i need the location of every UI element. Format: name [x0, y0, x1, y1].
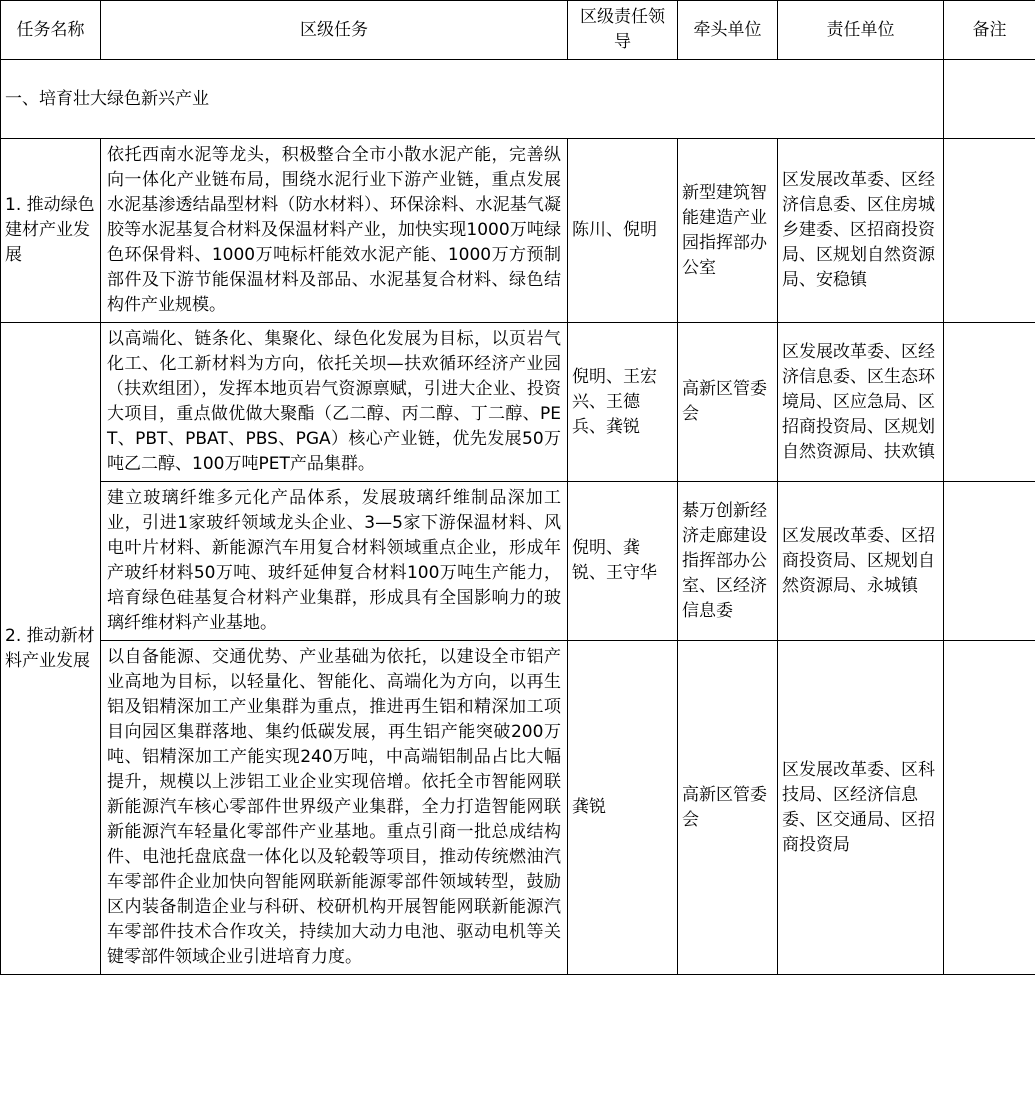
table-row — [1, 482, 1035, 641]
lead-unit-cell: 綦万创新经济走廊建设指挥部办公室、区经济信息委 — [678, 482, 778, 641]
header-responsible-unit: 责任单位 — [778, 1, 944, 60]
remarks-cell — [944, 641, 1035, 975]
lead-unit-cell: 高新区管委会 — [678, 323, 778, 482]
responsible-unit-cell: 区发展改革委、区科技局、区经济信息委、区交通局、区招商投资局 — [778, 641, 944, 975]
section-title: 一、培育壮大绿色新兴产业 — [1, 60, 944, 139]
task-name-cell: 2. 推动新材料产业发展 — [1, 323, 101, 975]
lead-unit-cell: 高新区管委会 — [678, 641, 778, 975]
responsible-unit-cell: 区发展改革委、区经济信息委、区住房城乡建委、区招商投资局、区规划自然资源局、安稳镇 — [778, 139, 944, 323]
task-cell: 建立玻璃纤维多元化产品体系，发展玻璃纤维制品深加工业，引进1家玻纤领域龙头企业、3—5家下游保温材料、风电叶片材料、新能源汽车用复合材料领域重点企业，形成年产玻纤材料50万吨、玻纤延伸复合材料100万吨生产能力，培育绿色硅基复合材料产业集群，形成具有全国影响力的玻璃纤维材料产业基地。 — [101, 482, 568, 641]
table-row — [1, 323, 1035, 482]
task-name-cell: 1. 推动绿色建材产业发展 — [1, 139, 101, 323]
header-district-task: 区级任务 — [101, 1, 568, 60]
task-cell: 依托西南水泥等龙头，积极整合全市小散水泥产能，完善纵向一体化产业链布局，围绕水泥行业下游产业链，重点发展水泥基渗透结晶型材料（防水材料）、环保涂料、水泥基气凝胶等水泥基复合材料及保温材料产业，加快实现1000万吨绿色环保骨料、1000万吨标杆能效水泥产能、1000万方预制部件及下游节能保温材料及部品、水泥基复合材料、绿色结构件产业规模。 — [101, 139, 568, 323]
leader-cell: 陈川、倪明 — [568, 139, 678, 323]
leader-cell: 倪明、王宏兴、王德兵、龚锐 — [568, 323, 678, 482]
section-remarks — [944, 60, 1035, 139]
responsible-unit-cell: 区发展改革委、区招商投资局、区规划自然资源局、永城镇 — [778, 482, 944, 641]
lead-unit-cell: 新型建筑智能建造产业园指挥部办公室 — [678, 139, 778, 323]
remarks-cell — [944, 323, 1035, 482]
table-row — [1, 139, 1035, 323]
task-cell: 以自备能源、交通优势、产业基础为依托，以建设全市铝产业高地为目标，以轻量化、智能化、高端化为方向，以再生铝及铝精深加工产业集群为重点，推进再生铝和精深加工项目向园区集群落地、集约低碳发展，再生铝产能突破200万吨、铝精深加工产能实现240万吨，中高端铝制品占比大幅提升，规模以上涉铝工业企业实现倍增。依托全市智能网联新能源汽车核心零部件世界级产业集群，全力打造智能网联新能源汽车轻量化零部件产业基地。重点引商一批总成结构件、电池托盘底盘一体化以及轮毂等项目，推动传统燃油汽车零部件企业加快向智能网联新能源零部件领域转型，鼓励区内装备制造企业与科研、校研机构开展智能网联新能源汽车零部件技术合作攻关，持续加大动力电池、驱动电机等关键零部件领域企业引进培育力度。 — [101, 641, 568, 975]
section-row — [1, 60, 1035, 139]
leader-cell: 倪明、龚锐、王守华 — [568, 482, 678, 641]
responsible-unit-cell: 区发展改革委、区经济信息委、区生态环境局、区应急局、区招商投资局、区规划自然资源局、扶欢镇 — [778, 323, 944, 482]
leader-cell: 龚锐 — [568, 641, 678, 975]
header-lead-unit: 牵头单位 — [678, 1, 778, 60]
remarks-cell — [944, 482, 1035, 641]
table-row — [1, 641, 1035, 975]
remarks-cell — [944, 139, 1035, 323]
task-cell: 以高端化、链条化、集聚化、绿色化发展为目标，以页岩气化工、化工新材料为方向，依托关坝—扶欢循环经济产业园（扶欢组团），发挥本地页岩气资源禀赋，引进大企业、投资大项目，重点做优做大聚酯（乙二醇、丙二醇、丁二醇、PET、PBT、PBAT、PBS、PGA）核心产业链，优先发展50万吨乙二醇、100万吨PET产品集群。 — [101, 323, 568, 482]
header-leader: 区级责任领导 — [568, 1, 678, 60]
header-row — [1, 1, 1035, 60]
header-task-name: 任务名称 — [1, 1, 101, 60]
header-remarks: 备注 — [944, 1, 1035, 60]
